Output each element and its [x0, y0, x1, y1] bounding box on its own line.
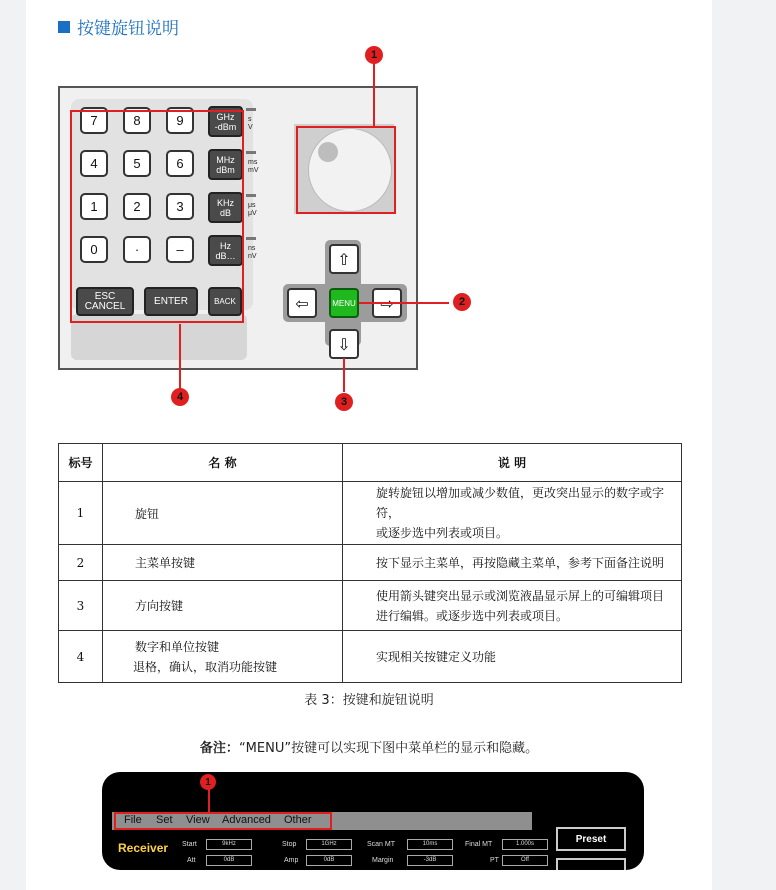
enter-key: ENTER [144, 287, 198, 316]
field-label-att: Att [187, 857, 196, 864]
field-label-scan-mt: Scan MT [367, 841, 396, 848]
row-description [343, 581, 682, 631]
arrow-up-key: ⇧ [329, 244, 359, 274]
row-number: 3 [59, 581, 103, 631]
table-row [59, 482, 682, 545]
note [26, 737, 712, 756]
heading-square-icon [58, 21, 70, 33]
hz-key-label: Hz [220, 240, 231, 251]
row-number: 4 [59, 631, 103, 683]
field-value-stop: 1GHz [306, 839, 352, 850]
row-number: 2 [59, 545, 103, 581]
key-8: 8 [123, 107, 151, 134]
unit-indicator [246, 194, 256, 197]
back-key: BACK [208, 287, 242, 316]
description-line: 旋转旋钮以增加或减少数值，更改突出显示的数字或字符， [376, 486, 665, 520]
field-label-start: Start [182, 841, 197, 848]
description-line: 使用箭头键突出显示或浏览液晶显示屏上的可编辑项目 [376, 588, 665, 603]
document-page [26, 0, 712, 890]
column-header-description: 说 明 [343, 444, 682, 482]
heading-text: 按键旋钮说明 [77, 19, 179, 39]
table-row [59, 545, 682, 581]
table-header-row [59, 444, 682, 482]
key-4: 4 [80, 150, 108, 177]
key-7: 7 [80, 107, 108, 134]
key-5: 5 [123, 150, 151, 177]
row-name: 旋钮 [103, 482, 343, 545]
receiver-screen [102, 772, 644, 870]
khz-key-label: KHz [216, 197, 234, 208]
field-value-start: 9kHz [206, 839, 252, 850]
table-caption: 表 3：按键和旋钮说明 [304, 693, 434, 708]
row-name: 方向按键 [103, 581, 343, 631]
row-description [343, 482, 682, 545]
field-label-margin: Margin [372, 857, 394, 864]
field-label-final-mt: Final MT [465, 841, 493, 848]
callout-line-3 [343, 358, 345, 392]
menu-key: MENU [329, 288, 359, 318]
menu-item-advanced: Advanced [222, 814, 271, 826]
knob-highlight [296, 126, 396, 214]
callout-3: 3 [335, 393, 353, 411]
callout-1: 1 [365, 46, 383, 64]
column-header-number: 标号 [59, 444, 103, 482]
callout-line-2 [359, 302, 449, 304]
key-2: 2 [123, 193, 151, 220]
menu-item-file: File [124, 814, 142, 826]
unit-indicator [246, 151, 256, 154]
key-description-table [58, 443, 682, 683]
unit-side-label: μs μV [248, 202, 257, 217]
field-label-stop: Stop [282, 841, 297, 848]
callout-4: 4 [171, 388, 189, 406]
ghz-key-label: GHz [216, 111, 235, 122]
table-row [59, 581, 682, 631]
row-number: 1 [59, 482, 103, 545]
key-0: 0 [80, 236, 108, 263]
preset-button: Preset [556, 827, 626, 851]
note-label: 备注： [199, 741, 239, 756]
field-value-final-mt: 1.000s [502, 839, 548, 850]
unit-indicator [246, 108, 256, 111]
khz-key-sublabel: dB [219, 207, 231, 218]
callout-line-1 [373, 64, 375, 126]
description-line: 或逐步选中列表或项目。 [376, 526, 509, 540]
row-name: 主菜单按键 [103, 545, 343, 581]
key-3: 3 [166, 193, 194, 220]
field-label-amp: Amp [284, 857, 299, 864]
unit-side-label: s V [248, 116, 253, 131]
name-line: 数字和单位按键 [135, 639, 220, 654]
number-keys-highlight [70, 110, 244, 323]
hz-key-sublabel: dB… [215, 250, 236, 261]
screen-callout-1: 1 [200, 774, 216, 790]
cancel-label: CANCEL [84, 300, 126, 312]
key-minus: – [166, 236, 194, 263]
table-row [59, 631, 682, 683]
unit-side-label: ms mV [248, 159, 259, 174]
menu-item-view: View [186, 814, 210, 826]
section-heading [58, 14, 179, 39]
softkey-button [556, 858, 626, 870]
ghz-key-sublabel: -dBm [214, 121, 237, 132]
key-9: 9 [166, 107, 194, 134]
column-header-name: 名 称 [103, 444, 343, 482]
callout-2: 2 [453, 293, 471, 311]
field-value-pt: Off [502, 855, 548, 866]
description-line: 进行编辑。或逐步选中列表或项目。 [376, 608, 569, 623]
row-description: 实现相关按键定义功能 [343, 631, 682, 683]
menu-item-other: Other [284, 814, 312, 826]
field-value-att: 0dB [206, 855, 252, 866]
name-line: 退格，确认，取消功能按键 [133, 659, 278, 674]
arrow-left-key: ⇦ [287, 288, 317, 318]
field-value-amp: 0dB [306, 855, 352, 866]
arrow-down-key: ⇩ [329, 329, 359, 359]
callout-line-4 [179, 324, 181, 390]
field-value-margin: -3dB [407, 855, 453, 866]
unit-side-label: ns nV [248, 245, 257, 260]
menu-bar-highlight [114, 812, 332, 830]
key-6: 6 [166, 150, 194, 177]
menu-item-set: Set [156, 814, 173, 826]
key-1: 1 [80, 193, 108, 220]
mhz-key-sublabel: dBm [216, 164, 235, 175]
field-value-scan-mt: 10ms [407, 839, 453, 850]
unit-indicator [246, 237, 256, 240]
mhz-key-label: MHz [216, 154, 235, 165]
row-name [103, 631, 343, 683]
note-text: “MENU”按键可以实现下图中菜单栏的显示和隐藏。 [238, 741, 539, 756]
receiver-label: Receiver [118, 841, 169, 855]
keypad-figure [58, 44, 466, 414]
key-dot: · [123, 236, 151, 263]
row-description: 按下显示主菜单，再按隐藏主菜单，参考下面备注说明 [343, 545, 682, 581]
esc-label: ESC [94, 290, 116, 302]
field-label-pt: PT [490, 857, 499, 864]
